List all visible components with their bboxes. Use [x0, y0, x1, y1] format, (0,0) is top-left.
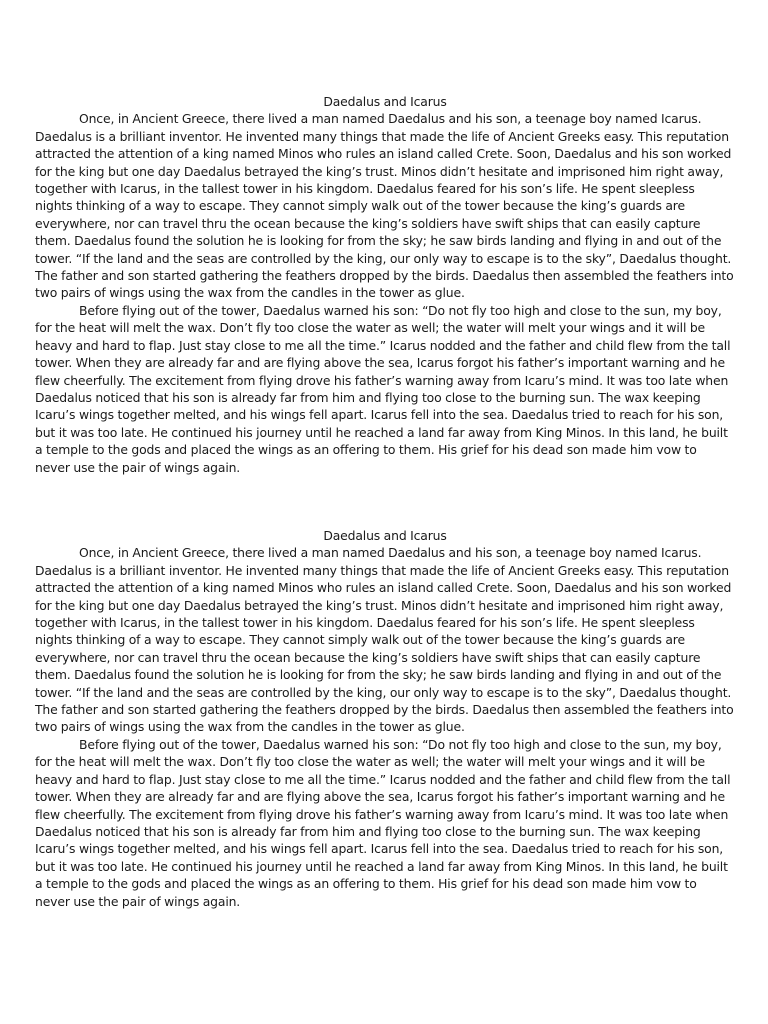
story-section-2 [35, 527, 735, 910]
story-title: Daedalus and Icarus [323, 528, 447, 543]
story-paragraph: Once, in Ancient Greece, there lived a man named Daedalus and his son, a teenage boy named Icarus. Daedalus is a brilliant inventor. He invented many things that made the life of Ancient Greeks easy. This reputation attracted the attention of a king named Minos who rules an island called Crete. Soon, Daedalus and his son worked for the king but one day Daedalus betrayed the king’s trust. Minos didn’t hesitate and imprisoned him right away, together with Icarus, in the tallest tower in his kingdom. Daedalus feared for his son’s life. He spent sleepless nights thinking of a way to escape. They cannot simply walk out of the tower because the king’s guards are everywhere, nor can travel thru the ocean because the king’s soldiers have swift ships that can easily capture them. Daedalus found the solution he is looking for from the sky; he saw birds landing and flying in and out of the tower. “If the land and the seas are controlled by the king, our only way to escape is to the sky”, Daedalus thought. The father and son started gathering the feathers dropped by the birds. Daedalus then assembled the feathers into two pairs of wings using the wax from the candles in the tower as glue. [35, 111, 734, 301]
story-title: Daedalus and Icarus [323, 94, 447, 109]
story-paragraph: Before flying out of the tower, Daedalus warned his son: “Do not fly too high and close to the sun, my boy, for the heat will melt the wax. Don’t fly too close the water as well; the water will melt your wings and it will be heavy and hard to flap. Just stay close to me all the time.” Icarus nodded and the father and child flew from the tall tower. When they are already far and are flying above the sea, Icarus forgot his father’s important warning and he flew cheerfully. The excitement from flying drove his father’s warning away from Icaru’s mind. It was too late when Daedalus noticed that his son is already far from him and flying too close to the burning sun. The wax keeping Icaru’s wings together melted, and his wings fell apart. Icarus fell into the sea. Daedalus tried to reach for his son, but it was too late. He continued his journey until he reached a land far away from King Minos. In this land, he built a temple to the gods and placed the wings as an offering to them. His grief for his dead son made him vow to never use the pair of wings again. [35, 736, 731, 909]
story-paragraph: Before flying out of the tower, Daedalus warned his son: “Do not fly too high and close to the sun, my boy, for the heat will melt the wax. Don’t fly too close the water as well; the water will melt your wings and it will be heavy and hard to flap. Just stay close to me all the time.” Icarus nodded and the father and child flew from the tall tower. When they are already far and are flying above the sea, Icarus forgot his father’s important warning and he flew cheerfully. The excitement from flying drove his father’s warning away from Icaru’s mind. It was too late when Daedalus noticed that his son is already far from him and flying too close to the burning sun. The wax keeping Icaru’s wings together melted, and his wings fell apart. Icarus fell into the sea. Daedalus tried to reach for his son, but it was too late. He continued his journey until he reached a land far away from King Minos. In this land, he built a temple to the gods and placed the wings as an offering to them. His grief for his dead son made him vow to never use the pair of wings again. [35, 302, 731, 475]
story-section-1 [35, 93, 735, 476]
story-paragraph: Once, in Ancient Greece, there lived a man named Daedalus and his son, a teenage boy named Icarus. Daedalus is a brilliant inventor. He invented many things that made the life of Ancient Greeks easy. This reputation attracted the attention of a king named Minos who rules an island called Crete. Soon, Daedalus and his son worked for the king but one day Daedalus betrayed the king’s trust. Minos didn’t hesitate and imprisoned him right away, together with Icarus, in the tallest tower in his kingdom. Daedalus feared for his son’s life. He spent sleepless nights thinking of a way to escape. They cannot simply walk out of the tower because the king’s guards are everywhere, nor can travel thru the ocean because the king’s soldiers have swift ships that can easily capture them. Daedalus found the solution he is looking for from the sky; he saw birds landing and flying in and out of the tower. “If the land and the seas are controlled by the king, our only way to escape is to the sky”, Daedalus thought. The father and son started gathering the feathers dropped by the birds. Daedalus then assembled the feathers into two pairs of wings using the wax from the candles in the tower as glue. [35, 545, 734, 735]
